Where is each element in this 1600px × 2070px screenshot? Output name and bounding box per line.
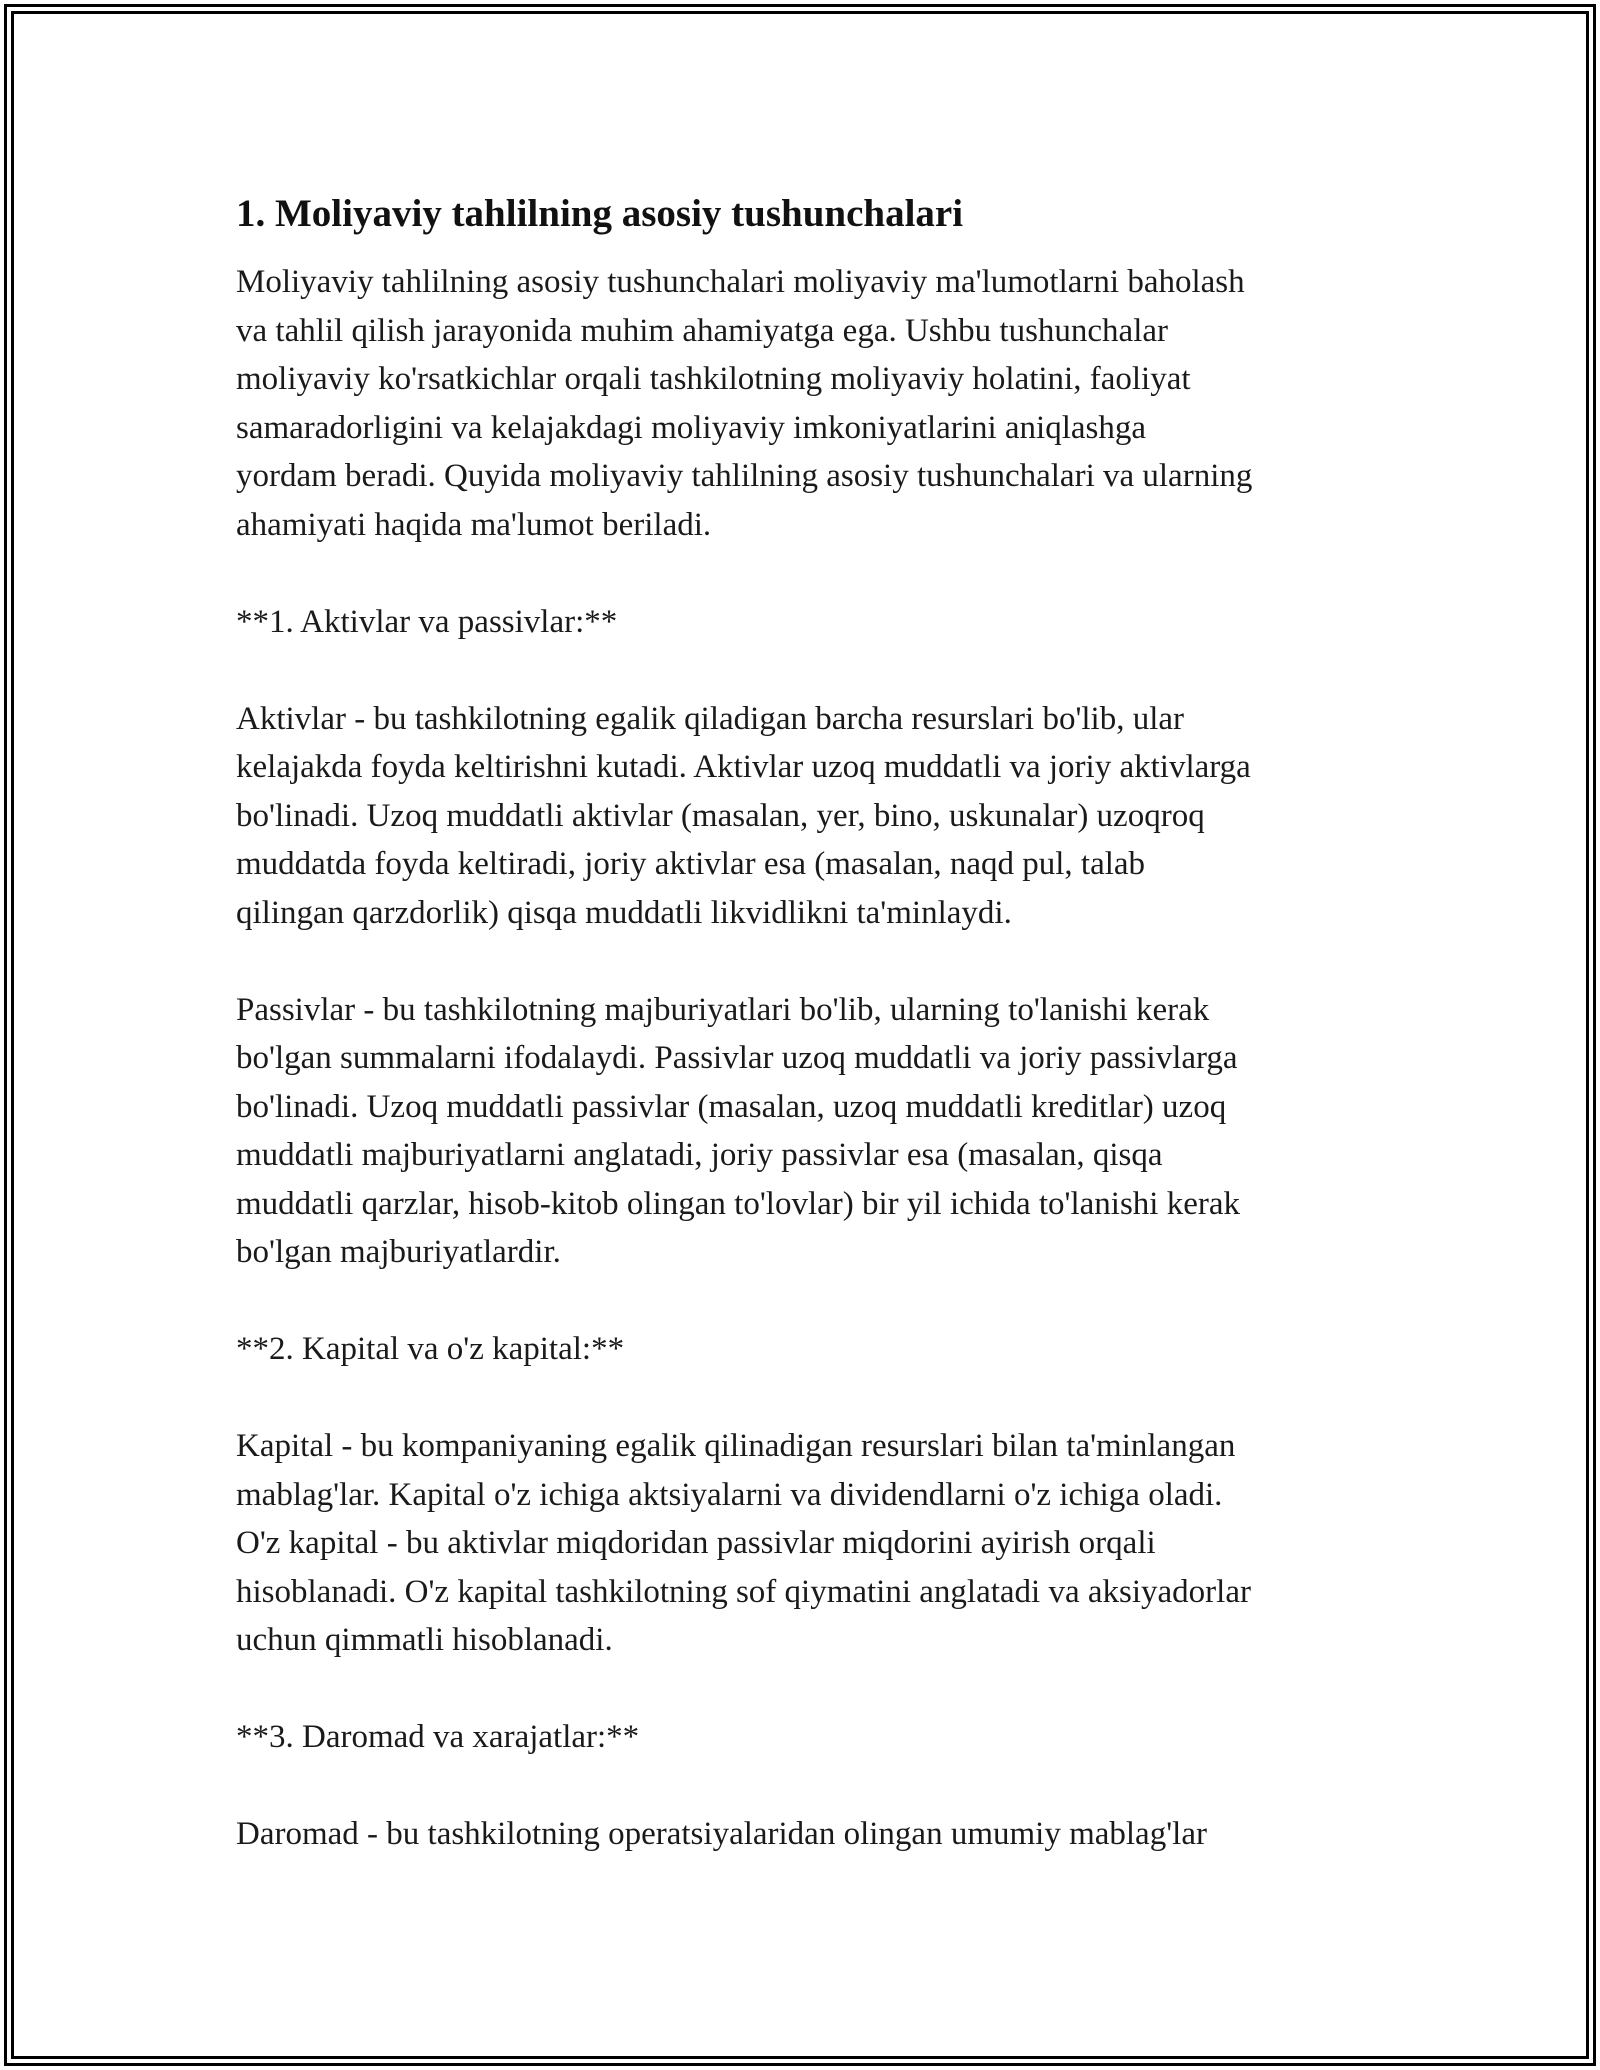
subheading-capital-equity: **2. Kapital va o'z kapital:** <box>236 1331 625 1367</box>
subheading-income-expenses: **3. Daromad va xarajatlar:** <box>236 1719 640 1755</box>
paragraph-assets: Aktivlar - bu tashkilotning egalik qiladigan barcha resurslari bo'lib, ular kelajakda foyda keltirishni kutadi. Aktivlar uzoq muddatli va joriy aktivlarga bo'linadi. Uzoq muddatli aktivlar (masalan, yer, bino, uskunalar) uzoqroq muddatda foyda keltiradi, joriy aktivlar esa (masalan, naqd pul, talab qilingan qarzdorlik) qisqa muddatli likvidlikni ta'minlaydi. <box>236 700 1251 931</box>
paragraph-intro: Moliyaviy tahlilning asosiy tushunchalari moliyaviy ma'lumotlarni baholash va tahlil qilish jarayonida muhim ahamiyatga ega. Ushbu tushunchalar moliyaviy ko'rsatkichlar orqali tashkilotning moliyaviy holatini, faoliyat samaradorligini va kelajakdagi moliyaviy imkoniyatlarini aniqlashga yordam beradi. Quyida moliyaviy tahlilning asosiy tushunchalari va ularning ahamiyati haqida ma'lumot beriladi. <box>236 264 1253 543</box>
paragraph-liabilities: Passivlar - bu tashkilotning majburiyatlari bo'lib, ularning to'lanishi kerak bo'lgan summalarni ifodalaydi. Passivlar uzoq muddatli va joriy passivlarga bo'linadi. Uzoq muddatli passivlar (masalan, uzoq muddatli kreditlar) uzoq muddatli majburiyatlarni anglatadi, joriy passivlar esa (masalan, qisqa muddatli qarzlar, hisob-kitob olingan to'lovlar) bir yil ichida to'lanishi kerak bo'lgan majburiyatlardir. <box>236 991 1241 1270</box>
section-heading: 1. Moliyaviy tahlilning asosiy tushunchalari <box>236 192 964 235</box>
paragraph-capital: Kapital - bu kompaniyaning egalik qilinadigan resurslari bilan ta'minlangan mablag'lar. Kapital o'z ichiga aktsiyalarni va dividendlarni o'z ichiga oladi. O'z kapital - bu aktivlar miqdoridan passivlar miqdorini ayirish orqali hisoblanadi. O'z kapital tashkilotning sof qiymatini anglatadi va aksiyadorlar uchun qimmatli hisoblanadi. <box>236 1428 1251 1658</box>
document-body <box>236 186 1376 1907</box>
paragraph-income: Daromad - bu tashkilotning operatsiyalaridan olingan umumiy mablag'lar <box>236 1816 1207 1852</box>
subheading-assets-liabilities: **1. Aktivlar va passivlar:** <box>236 603 618 640</box>
